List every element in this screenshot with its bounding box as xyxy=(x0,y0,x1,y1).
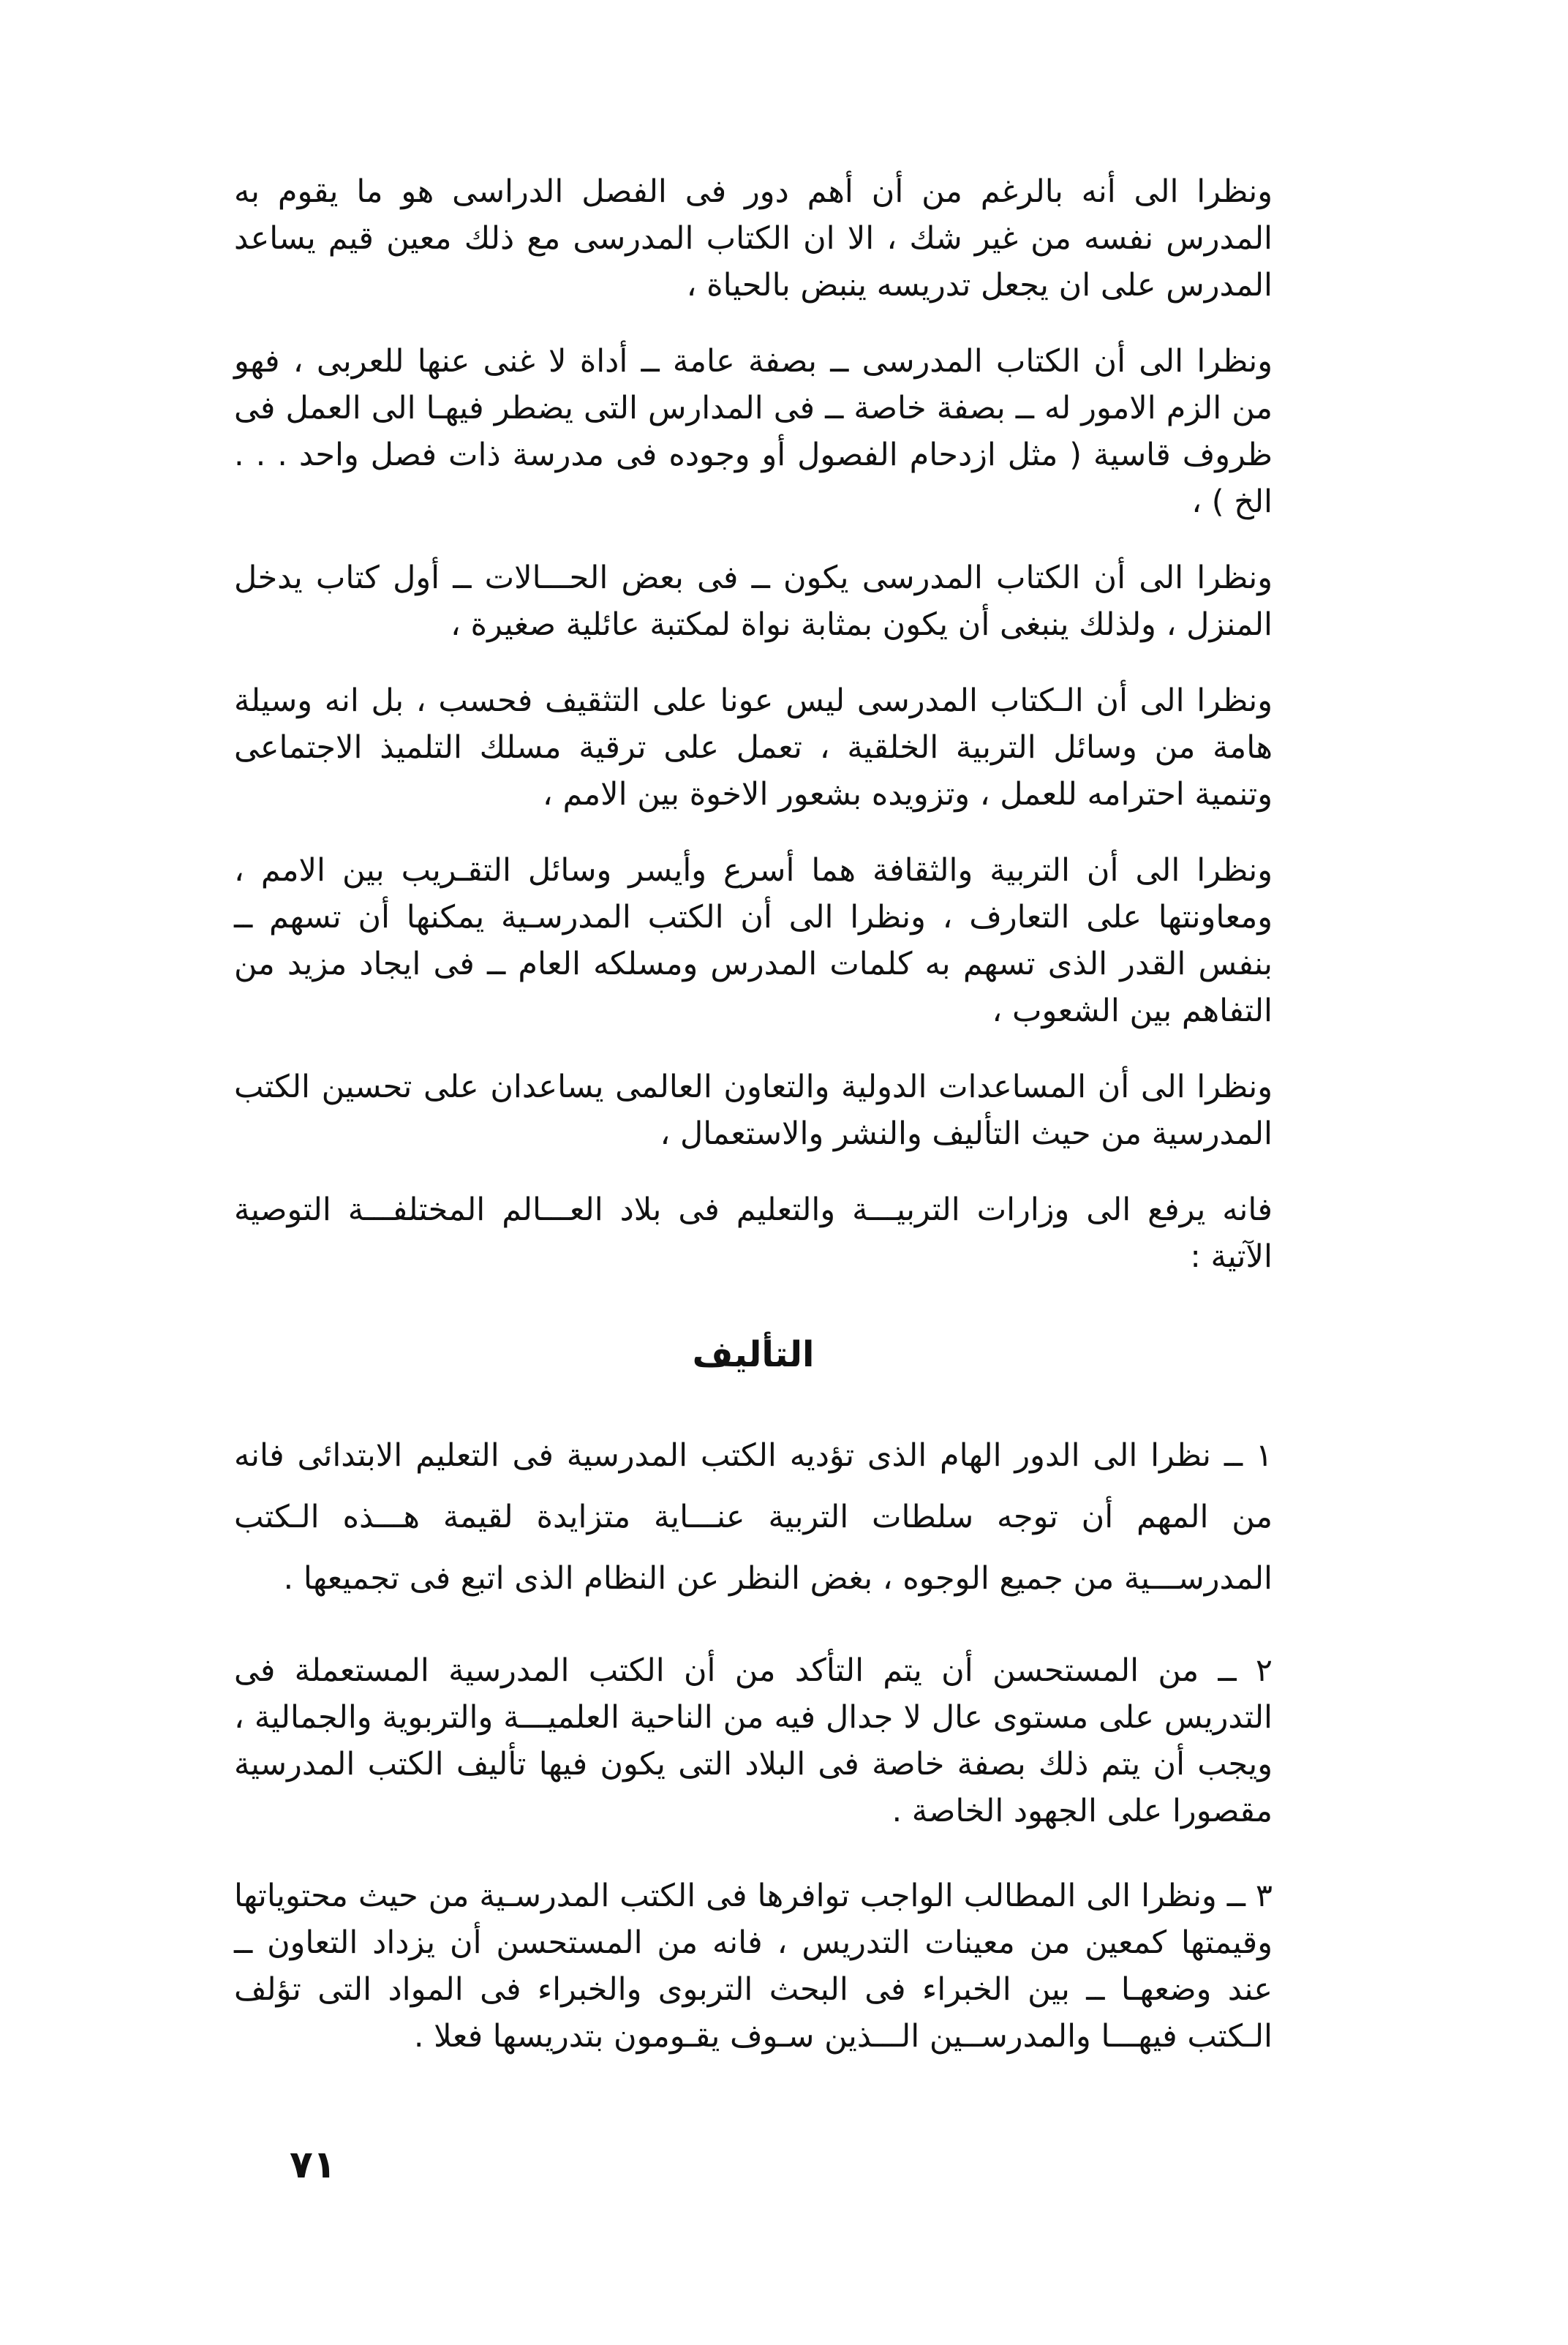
recommendation-item-3: ٣ ــ ونظرا الى المطالب الواجب توافرها فى الكتب المدرسـية من حيث محتوياتها وقيمتها كمعين من معينات التدريس ، فانه من المستحسن أن يزداد التعاون ــ عند وضعهـا ــ بين الخبراء فى البحث التربوى والخبراء فى المواد التى تؤلف الـكتب فيهـــا والمدرســين الـــذين سـوف يقـومون بتدريسها فعلا . xyxy=(234,1878,1273,2055)
recommendation-item-2: ٢ ــ من المستحسن أن يتم التأكد من أن الكتب المدرسية المستعملة فى التدريس على مستوى عال لا جدال فيه من الناحية العلميـــة والتربوية والجمالية ، ويجب أن يتم ذلك بصفة خاصة فى البلاد التى يكون فيها تأليف الكتب المدرسية مقصورا على الجهود الخاصة . xyxy=(234,1652,1273,1829)
paragraph-preamble-1: ونظرا الى أنه بالرغم من أن أهم دور فى الفصل الدراسى هو ما يقوم به المدرس نفسه من غير شك ، الا ان الكتاب المدرسى مع ذلك معين قيم يساعد المدرس على ان يجعل تدريسه ينبض بالحياة ، xyxy=(234,173,1273,304)
paragraph-recommendation-intro: فانه يرفع الى وزارات التربيـــة والتعليم فى بلاد العـــالم المختلفـــة التوصية الآتية : xyxy=(234,1192,1273,1275)
section-heading: التأليف xyxy=(692,1334,815,1375)
recommendation-item-1: ١ ــ نظرا الى الدور الهام الذى تؤديه الكتب المدرسية فى التعليم الابتدائى فانه من المهم أن توجه سلطات التربية عنـــاية متزايدة لقيمة هـــذه الـكتب المدرســـية من جميع الوجوه ، بغض النظر عن النظام الذى اتبع فى تجميعها . xyxy=(234,1437,1273,1597)
paragraph-preamble-6: ونظرا الى أن المساعدات الدولية والتعاون العالمى يساعدان على تحسين الكتب المدرسية من حيث التأليف والنشر والاستعمال ، xyxy=(234,1069,1273,1152)
paragraph-preamble-5: ونظرا الى أن التربية والثقافة هما أسرع وأيسر وسائل التقـريب بين الامم ، ومعاونتها على التعارف ، ونظرا الى أن الكتب المدرسـية يمكنها أن تسهم ــ بنفس القدر الذى تسهم به كلمات المدرس ومسلكه العام ــ فى ايجاد مزيد من التفاهم بين الشعوب ، xyxy=(234,852,1273,1029)
page-number: ٧١ xyxy=(290,2143,336,2187)
body-text xyxy=(234,168,1273,2098)
paragraph-preamble-4: ونظرا الى أن الـكتاب المدرسى ليس عونا على التثقيف فحسب ، بل انه وسيلة هامة من وسائل التربية الخلقية ، تعمل على ترقية مسلك التلميذ الاجتماعى وتنمية احترامه للعمل ، وتزويده بشعور الاخوة بين الامم ، xyxy=(234,682,1273,813)
paragraph-preamble-3: ونظرا الى أن الكتاب المدرسى يكون ــ فى بعض الحـــالات ــ أول كتاب يدخل المنزل ، ولذلك ينبغى أن يكون بمثابة نواة لمكتبة عائلية صغيرة ، xyxy=(234,560,1273,643)
paragraph-preamble-2: ونظرا الى أن الكتاب المدرسى ــ بصفة عامة ــ أداة لا غنى عنها للعربى ، فهو من الزم الامور له ــ بصفة خاصة ــ فى المدارس التى يضطر فيهـا الى العمل فى ظروف قاسية ( مثل ازدحام الفصول أو وجوده فى مدرسة ذات فصل واحد . . . الخ ) ، xyxy=(234,343,1273,520)
